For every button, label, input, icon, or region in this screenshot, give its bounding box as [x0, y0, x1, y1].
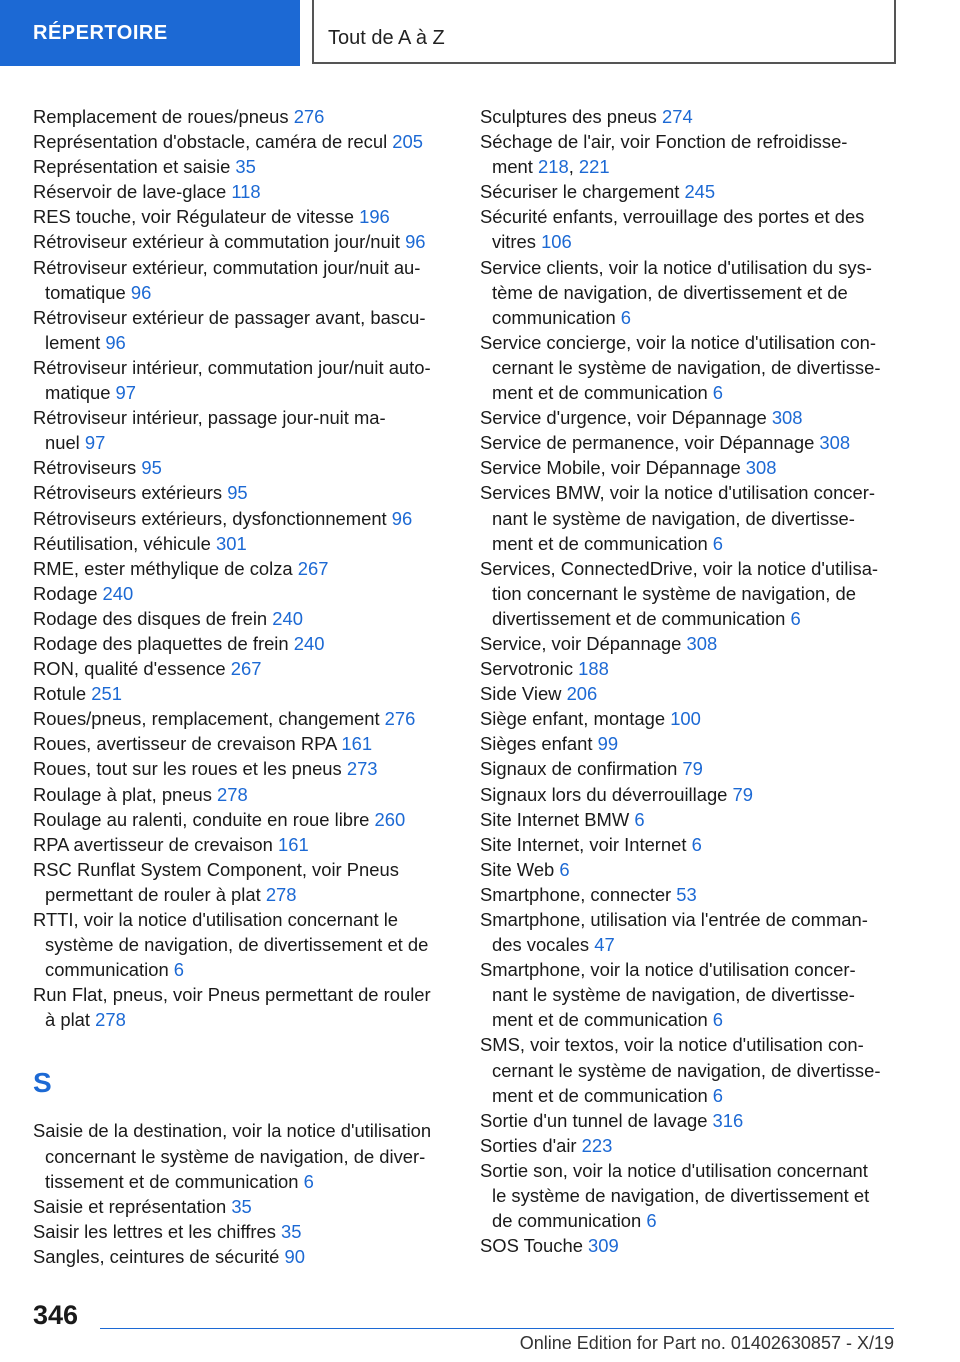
index-entry-text: Réutilisation, véhicule: [33, 532, 216, 554]
index-entry: [480, 857, 900, 882]
index-entry: [33, 731, 473, 756]
page-reference-link[interactable]: 161: [341, 733, 373, 755]
index-entry-text: Service, voir Dépannage: [480, 632, 687, 654]
index-entry: [33, 1244, 473, 1269]
index-entry: [33, 305, 473, 355]
index-entry-text: Sorties d'air: [480, 1134, 582, 1156]
index-entry-text: Saisir les lettres et les chiffres: [33, 1220, 282, 1242]
page-reference-link[interactable]: 6: [712, 1009, 724, 1031]
page-reference-link[interactable]: 6: [303, 1170, 314, 1192]
index-entry: [33, 480, 473, 505]
page-number: 346: [33, 1300, 79, 1330]
index-entry: [33, 229, 473, 254]
page-reference-link[interactable]: 95: [141, 457, 162, 479]
index-entry: [33, 255, 473, 305]
index-column-right: [480, 104, 900, 1258]
index-entry-text: RES touche, voir Régulateur de vitesse: [33, 206, 360, 228]
index-entry-text: Signaux de confirmation: [480, 758, 683, 780]
index-entry-text: Rétroviseurs extérieurs: [33, 482, 228, 504]
section-tab: RÉPERTOIRE: [0, 0, 300, 66]
index-entry-text: Side View: [480, 683, 567, 705]
page-reference-link[interactable]: 205: [392, 131, 423, 153]
page-reference-link[interactable]: 100: [670, 708, 701, 730]
page-reference-link[interactable]: 245: [684, 181, 716, 203]
index-entry-text: Rétroviseur intérieur, commutation jour/nuit auto- matique: [33, 356, 431, 404]
page-reference-link[interactable]: 308: [686, 632, 718, 654]
index-entry-text: Rodage des disques de frein: [33, 607, 273, 629]
page-reference-link[interactable]: 47: [594, 934, 615, 956]
page-reference-link[interactable]: 161: [277, 833, 309, 855]
index-entry-text: Siège enfant, montage: [480, 708, 671, 730]
index-entry: [33, 907, 473, 982]
index-entry: [480, 556, 900, 631]
index-entry: [33, 581, 473, 606]
index-entry-text: RPA avertisseur de crevaison: [33, 833, 278, 855]
page-header: [0, 0, 960, 70]
page-reference-link[interactable]: 53: [676, 883, 697, 905]
index-entry-text: Run Flat, pneus, voir Pneus permettant de rouler à plat: [33, 984, 431, 1031]
index-entry: [480, 957, 900, 1032]
page-reference-link[interactable]: 276: [293, 106, 325, 127]
page-reference-link[interactable]: 6: [712, 1084, 724, 1106]
index-entry: [480, 455, 900, 480]
index-entry: [33, 531, 473, 556]
index-entry-text: Roulage à plat, pneus: [33, 783, 218, 805]
page-reference-link[interactable]: 95: [227, 482, 248, 504]
index-entry-text: SOS Touche: [480, 1235, 589, 1257]
page-reference-link[interactable]: 308: [745, 457, 777, 479]
index-entry-text: Services BMW, voir la notice d'utilisation concer- nant le système de navigation, de divertisse- ment et de communication: [480, 482, 875, 554]
index-letter-heading: S: [33, 1067, 52, 1099]
index-entry: [33, 756, 473, 781]
page-reference-link[interactable]: 79: [682, 758, 703, 780]
page-reference-link[interactable]: 106: [541, 231, 572, 253]
index-entry: [33, 355, 473, 405]
page-reference-link[interactable]: 218: [538, 156, 569, 178]
index-entry: [480, 907, 900, 957]
index-entry: [33, 681, 473, 706]
page-reference-link[interactable]: 267: [297, 557, 329, 579]
index-entry: [480, 430, 900, 455]
index-entry-text: Saisie de la destination, voir la notice d'utilisation concernant le système de navigation, de diver- tissement et de communication: [33, 1120, 432, 1192]
index-entry-text: Rétroviseur intérieur, passage jour-nuit ma- nuel: [33, 407, 386, 454]
page-reference-link[interactable]: 6: [712, 532, 724, 554]
edition-footer: Online Edition for Part no. 01402630857 - X/19: [519, 1333, 894, 1353]
page-reference-link[interactable]: 240: [272, 607, 303, 629]
index-entry: [480, 1108, 900, 1133]
index-entry: [480, 405, 900, 430]
index-entry-text: Sécuriser le chargement: [480, 181, 685, 203]
index-entry-text: Roues/pneus, remplacement, changement: [33, 708, 385, 730]
index-entry: [33, 706, 473, 731]
index-entry-text: Réservoir de lave-glace: [33, 181, 232, 203]
index-entry: [33, 807, 473, 832]
index-entry-text: Service concierge, voir la notice d'utilisation con- cernant le système de navigation, de divertisse- ment et de communication: [480, 331, 881, 404]
index-entry-text: Servotronic: [480, 658, 579, 680]
page-reference-link[interactable]: 6: [646, 1210, 657, 1232]
page-reference-link[interactable]: 96: [130, 281, 152, 303]
index-entry-text: Site Internet BMW: [480, 808, 635, 830]
page-reference-link[interactable]: 6: [173, 959, 185, 981]
page-reference-link[interactable]: 267: [230, 658, 262, 680]
index-entry: [480, 1233, 900, 1258]
index-entry-text: Service de permanence, voir Dépannage: [480, 432, 820, 454]
index-entry-text: Service clients, voir la notice d'utilisation du sys- tème de navigation, de divertissement et de communication: [480, 256, 872, 328]
index-entry-text: Sièges enfant: [480, 733, 598, 755]
page-reference-link[interactable]: 6: [559, 858, 570, 880]
index-entry: [480, 104, 900, 129]
index-entry-text: Rodage: [33, 582, 103, 604]
page-separator: ,: [568, 156, 579, 178]
index-entry: [480, 129, 900, 179]
page-reference-link[interactable]: 316: [712, 1109, 744, 1131]
index-entry: [480, 1158, 900, 1233]
index-entry: [480, 756, 900, 781]
index-entry-text: Sangles, ceintures de sécurité: [33, 1245, 285, 1267]
index-entry-text: Sortie son, voir la notice d'utilisation concernant le système de navigation, de divertissement et de communication: [480, 1159, 870, 1232]
index-entry-text: Roulage au ralenti, conduite en roue libre: [33, 808, 375, 830]
index-entry-text: RON, qualité d'essence: [33, 658, 231, 680]
page-reference-link[interactable]: 188: [578, 658, 609, 680]
index-entry-text: Séchage de l'air, voir Fonction de refroidisse- ment: [480, 131, 848, 178]
index-entry: [33, 179, 473, 204]
index-entry: [33, 455, 473, 480]
page-reference-link[interactable]: 221: [578, 156, 610, 178]
index-entry-text: Rodage des plaquettes de frein: [33, 632, 294, 654]
page-reference-link[interactable]: 97: [84, 432, 106, 454]
index-entry: [33, 832, 473, 857]
index-entry: [33, 606, 473, 631]
index-entry: [33, 782, 473, 807]
page-reference-link[interactable]: 96: [105, 331, 126, 353]
page-reference-link[interactable]: 35: [281, 1220, 302, 1242]
index-entry-text: Smartphone, connecter: [480, 883, 677, 905]
page-reference-link[interactable]: 206: [566, 683, 598, 705]
page-reference-link[interactable]: 97: [115, 382, 137, 404]
page-reference-link[interactable]: 273: [346, 758, 378, 780]
index-entry: [33, 982, 473, 1032]
index-entry-text: Représentation et saisie: [33, 156, 236, 178]
index-entry: [33, 104, 473, 129]
index-entry-text: Rétroviseurs: [33, 457, 142, 479]
index-entry: [33, 129, 473, 154]
page-reference-link[interactable]: 278: [265, 883, 297, 905]
index-entry-text: Rotule: [33, 683, 92, 705]
page-reference-link[interactable]: 278: [95, 1009, 126, 1031]
index-entry-text: Rétroviseur extérieur à commutation jour/nuit: [33, 231, 406, 253]
index-entry: [33, 1118, 473, 1193]
index-entry: [480, 330, 900, 405]
index-entry: [33, 154, 473, 179]
page-reference-link[interactable]: 6: [712, 382, 724, 404]
index-entry-text: RTTI, voir la notice d'utilisation concernant le système de navigation, de divertissement et de communication: [33, 909, 429, 981]
index-entry-text: Remplacement de roues/pneus: [33, 106, 294, 127]
index-entry: [33, 405, 473, 455]
index-entry-text: Saisie et représentation: [33, 1195, 232, 1217]
index-entry-text: Services, ConnectedDrive, voir la notice d'utilisa- tion concernant le système de navigation, de divertissement et de communication: [480, 557, 879, 629]
index-entry-text: Rétroviseurs extérieurs, dysfonctionnement: [33, 507, 392, 529]
index-entry: [480, 1133, 900, 1158]
page-reference-link[interactable]: 96: [405, 231, 426, 253]
index-entry: [480, 255, 900, 330]
index-entry-text: Signaux lors du déverrouillage: [480, 783, 733, 805]
page-reference-link[interactable]: 6: [620, 306, 632, 328]
index-entry-text: Sculptures des pneus: [480, 106, 662, 127]
index-entry-text: Rétroviseur extérieur de passager avant, bascu- lement: [33, 306, 426, 353]
index-entry: [33, 1194, 473, 1219]
page-reference-link[interactable]: 6: [634, 808, 645, 830]
index-entry: [33, 1219, 473, 1244]
page-reference-link[interactable]: 6: [691, 833, 702, 855]
index-entry-text: Roues, tout sur les roues et les pneus: [33, 758, 347, 780]
page-reference-link[interactable]: 90: [284, 1245, 305, 1267]
index-entry-text: Roues, avertisseur de crevaison RPA: [33, 733, 342, 755]
index-entry: [480, 832, 900, 857]
index-entry-text: Service Mobile, voir Dépannage: [480, 457, 746, 479]
page-reference-link[interactable]: 96: [391, 507, 413, 529]
page-reference-link[interactable]: 35: [231, 1195, 252, 1217]
index-entry-text: Représentation d'obstacle, caméra de recul: [33, 131, 393, 153]
index-entry-text: Service d'urgence, voir Dépannage: [480, 407, 772, 429]
index-entry-text: Rétroviseur extérieur, commutation jour/nuit au- tomatique: [33, 256, 421, 303]
index-entry: [480, 631, 900, 656]
index-entry: [33, 857, 473, 907]
index-entry-text: RSC Runflat System Component, voir Pneus permettant de rouler à plat: [33, 858, 399, 905]
index-entry: [480, 681, 900, 706]
index-entry: [480, 656, 900, 681]
index-entry: [480, 480, 900, 555]
index-entry: [480, 782, 900, 807]
page-reference-link[interactable]: 278: [217, 783, 248, 805]
page-reference-link[interactable]: 276: [384, 708, 416, 730]
index-entry: [33, 204, 473, 229]
index-entry-text: SMS, voir textos, voir la notice d'utilisation con- cernant le système de navigation, de divertisse- ment et de communication: [480, 1034, 881, 1106]
index-entry-text: Sortie d'un tunnel de lavage: [480, 1109, 713, 1131]
page-reference-link[interactable]: 35: [235, 156, 256, 178]
page-reference-link[interactable]: 79: [732, 783, 753, 805]
page-reference-link[interactable]: 99: [597, 733, 619, 755]
page-reference-link[interactable]: 308: [819, 432, 851, 454]
section-title: Tout de A à Z: [312, 0, 896, 64]
page-reference-link[interactable]: 240: [102, 582, 134, 604]
index-entry: [480, 1032, 900, 1107]
page-reference-link[interactable]: 308: [771, 407, 803, 429]
index-entry: [33, 506, 473, 531]
index-entry: [480, 204, 900, 254]
index-entry-text: Sécurité enfants, verrouillage des portes et des vitres: [480, 206, 865, 253]
index-entry: [480, 807, 900, 832]
page-reference-link[interactable]: 309: [588, 1235, 619, 1257]
index-entry-text: Site Internet, voir Internet: [480, 833, 692, 855]
page-reference-link[interactable]: 260: [374, 808, 406, 830]
footer-divider: [100, 1328, 894, 1329]
index-entry: [480, 731, 900, 756]
index-entry-text: Smartphone, utilisation via l'entrée de comman- des vocales: [480, 909, 868, 956]
index-entry: [480, 706, 900, 731]
page-reference-link[interactable]: 301: [215, 532, 247, 554]
index-entry: [33, 556, 473, 581]
page-reference-link[interactable]: 196: [359, 206, 390, 228]
page-reference-link[interactable]: 251: [91, 683, 122, 705]
index-entry: [480, 179, 900, 204]
index-column-left: [33, 104, 473, 1269]
page-reference-link[interactable]: 274: [661, 106, 693, 127]
index-entry-text: Smartphone, voir la notice d'utilisation concer- nant le système de navigation, de divertisse- ment et de communication: [480, 959, 856, 1031]
index-entry: [480, 882, 900, 907]
index-entry-text: RME, ester méthylique de colza: [33, 557, 298, 579]
page-reference-link[interactable]: 223: [581, 1134, 613, 1156]
page-reference-link[interactable]: 6: [790, 607, 801, 629]
index-entry: [33, 631, 473, 656]
index-entry: [33, 656, 473, 681]
index-entry-text: Site Web: [480, 858, 560, 880]
page-reference-link[interactable]: 118: [231, 181, 261, 203]
page-reference-link[interactable]: 240: [293, 632, 325, 654]
